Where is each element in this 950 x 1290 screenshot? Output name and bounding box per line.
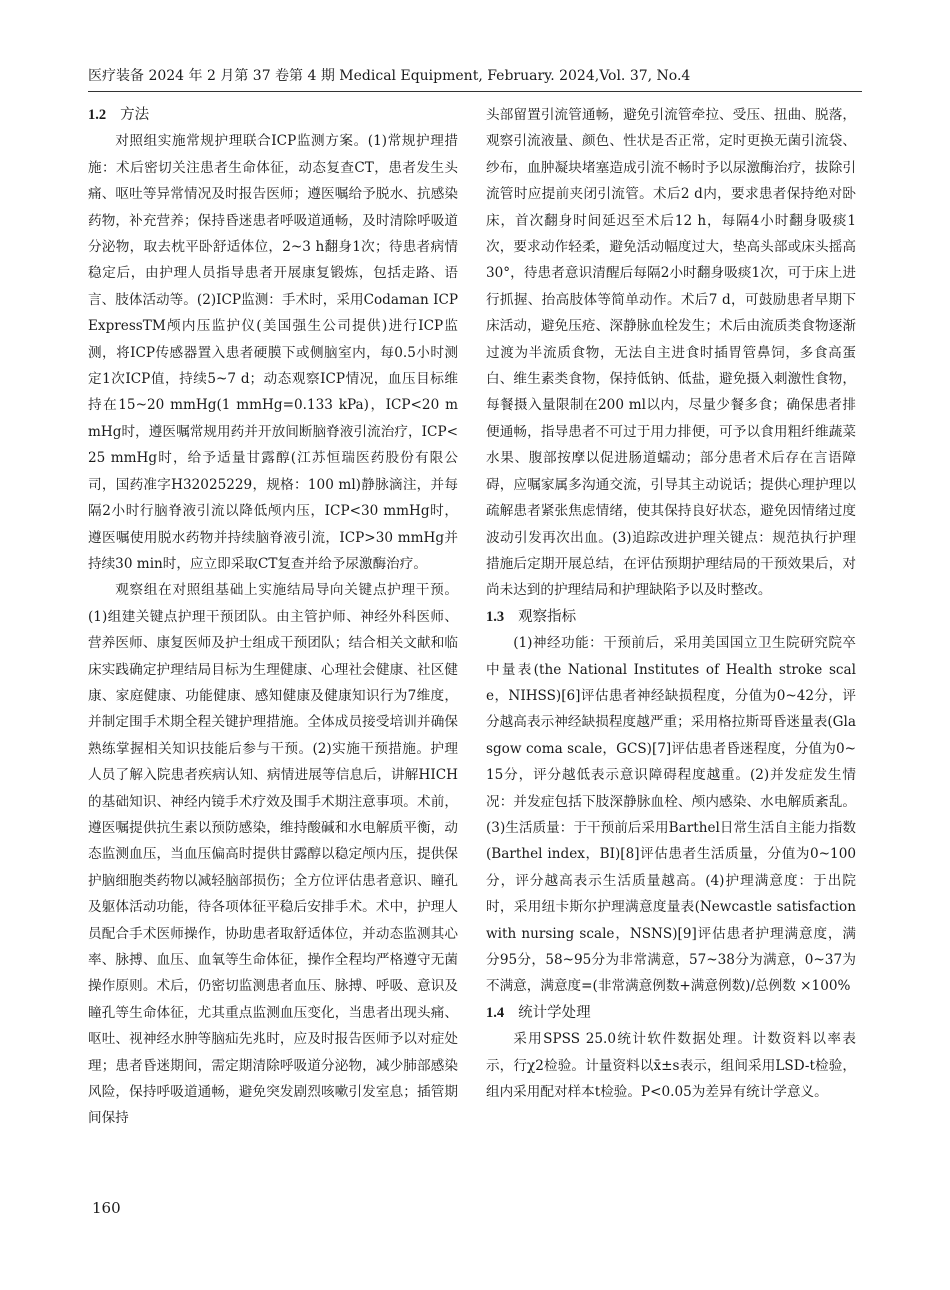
right-column <box>486 102 856 1105</box>
paragraph-control-group: 对照组实施常规护理联合ICP监测方案。(1)常规护理措施：术后密切关注患者生命体征，动态复查CT，患者发生头痛、呕吐等异常情况及时报告医师；遵医嘱给予脱水、抗感染药物，补充营养；保持昏迷患者呼吸道通畅，及时清除呼吸道分泌物，取去枕平卧舒适体位，2~3 h翻身1次；待患者病情稳定后，由护理人员指导患者开展康复锻炼，包括走路、语言、肢体活动等。(2)ICP监测：手术时，采用Codaman ICP ExpressTM颅内压监护仪(美国强生公司提供)进行ICP监测，将ICP传感器置入患者硬膜下或侧脑室内，每0.5小时测定1次ICP值，持续5~7 d；动态观察ICP情况，血压目标维持在15~20 mmHg(1 mmHg=0.133 kPa)，ICP<20 mmHg时，遵医嘱常规用药并开放间断脑脊液引流治疗，ICP<25 mmHg时，给予适量甘露醇(江苏恒瑞医药股份有限公司，国药准字H32025229，规格：100 ml)静脉滴注，并每隔2小时行脑脊液引流以降低颅内压，ICP<30 mmHg时，遵医嘱使用脱水药物并持续脑脊液引流，ICP>30 mmHg并持续30 min时，应立即采取CT复查并给予尿激酶治疗。 <box>88 133 458 572</box>
section-title: 方法 <box>120 107 150 123</box>
paragraph-continued: 头部留置引流管通畅，避免引流管牵拉、受压、扭曲、脱落，观察引流液量、颜色、性状是否正常，定时更换无菌引流袋、纱布，血肿凝块堵塞造成引流不畅时予以尿激酶治疗，拔除引流管时应提前夹闭引流管。术后2 d内，要求患者保持绝对卧床，首次翻身时间延迟至术后12 h，每隔4小时翻身吸痰1次，要求动作轻柔，避免活动幅度过大，垫高头部或床头摇高30°，待患者意识清醒后每隔2小时翻身吸痰1次，可于床上进行抓握、抬高肢体等简单动作。术后7 d，可鼓励患者早期下床活动，避免压疮、深静脉血栓发生；术后由流质类食物逐渐过渡为半流质食物，无法自主进食时插胃管鼻饲，多食高蛋白、维生素类食物，保持低钠、低盐，避免摄入刺激性食物，每餐摄入量限制在200 ml以内，尽量少餐多食；确保患者排便通畅，指导患者不可过于用力排便，可予以食用粗纤维蔬菜水果、腹部按摩以促进肠道蠕动；部分患者术后存在言语障碍，应嘱家属多沟通交流，引导其主动说话；提供心理护理以疏解患者紧张焦虑情绪，使其保持良好状态，避免因情绪过度波动引发再次出血。(3)追踪改进护理关键点：规范执行护理措施后定期开展总结，在评估预期护理结局的干预效果后，对尚未达到的护理结局和护理缺陷予以及时整改。 <box>486 107 856 599</box>
paragraph-indicators: (1)神经功能：干预前后，采用美国国立卫生院研究院卒中量表(the National Institutes of Health stroke scale，NIHSS)[6]评估患者神经缺损程度，分值为0~42分，评分越高表示神经缺损程度越严重；采用格拉斯哥昏迷量表(Glasgow coma scale，GCS)[7]评估患者昏迷程度，分值为0~15分，评分越低表示意识障碍程度越重。(2)并发症发生情况：并发症包括下肢深静脉血栓、颅内感染、水电解质紊乱。(3)生活质量：于干预前后采用Barthel日常生活自主能力指数(Barthel index，BI)[8]评估患者生活质量，分值为0~100分，评分越高表示生活质量越高。(4)护理满意度：于出院时，采用纽卡斯尔护理满意度量表(Newcastle satisfaction with nursing scale，NSNS)[9]评估患者护理满意度，满分95分，58~95分为非常满意，57~38分为满意，0~37为不满意，满意度=(非常满意例数+满意例数)/总例数 ×100% <box>486 635 856 995</box>
journal-header: 医疗装备 2024 年 2 月第 37 卷第 4 期 Medical Equipment, February. 2024,Vol. 37, No.4 <box>88 68 691 84</box>
paragraph-observation-group: 观察组在对照组基础上实施结局导向关键点护理干预。(1)组建关键点护理干预团队。由主管护师、神经外科医师、营养医师、康复医师及护士组成干预团队；结合相关文献和临床实践确定护理结局目标为生理健康、心理社会健康、社区健康、家庭健康、功能健康、感知健康及健康知识行为7维度，并制定围手术期全程关键护理措施。全体成员接受培训并确保熟练掌握相关知识技能后参与干预。(2)实施干预措施。护理人员了解入院患者疾病认知、病情进展等信息后，讲解HICH的基础知识、神经内镜手术疗效及围手术期注意事项。术前，遵医嘱提供抗生素以预防感染，维持酸碱和水电解质平衡，动态监测血压，当血压偏高时提供甘露醇以稳定颅内压，提供保护脑细胞类药物以减轻脑部损伤；全方位评估患者意识、瞳孔及躯体活动功能，待各项体征平稳后安排手术。术中，护理人员配合手术医师操作，协助患者取舒适体位，并动态监测其心率、脉搏、血压、血氧等生命体征，操作全程均严格遵守无菌操作原则。术后，仍密切监测患者血压、脉搏、呼吸、意识及瞳孔等生命体征，尤其重点监测血压变化，当患者出现头痛、呕吐、视神经水肿等脑疝先兆时，应及时报告医师予以对症处理；患者昏迷期间，需定期清除呼吸道分泌物，减少肺部感染风险，保持呼吸道通畅，避免突发剧烈咳嗽引发室息；插管期间保持 <box>88 582 458 1127</box>
paragraph-statistics: 采用SPSS 25.0统计软件数据处理。计数资料以率表示，行χ2检验。计量资料以x̄±s表示，组间采用LSD-t检验，组内采用配对样本t检验。P<0.05为差异有统计学意义。 <box>486 1031 856 1101</box>
section-title: 观察指标 <box>518 608 577 625</box>
section-title: 统计学处理 <box>518 1004 591 1021</box>
section-number: 1.2 <box>88 107 107 123</box>
section-number: 1.3 <box>486 608 505 625</box>
section-heading-1-3 <box>486 604 856 630</box>
left-column <box>88 102 458 1132</box>
section-heading-1-2 <box>88 102 458 128</box>
section-number: 1.4 <box>486 1004 505 1021</box>
page-number: 160 <box>92 1199 121 1217</box>
header-divider <box>88 91 862 92</box>
section-heading-1-4 <box>486 1000 856 1026</box>
